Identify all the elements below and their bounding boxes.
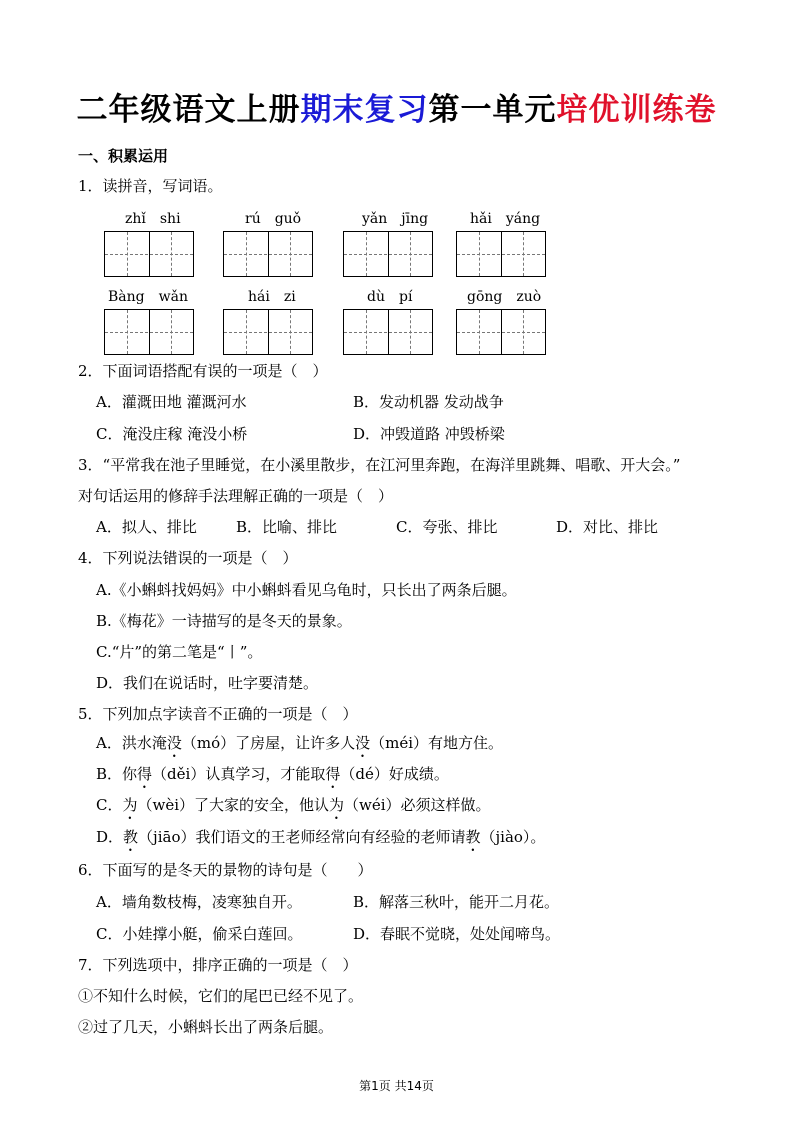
q5-a-post: （méi）有地方住。 [370, 734, 504, 752]
q6-option-d: D．春眠不觉晓，处处闻啼鸟。 [353, 925, 561, 943]
q5-b-mid: （děi）认真学习，才能取 [152, 765, 326, 783]
title-part-3: 第一单元 [428, 92, 557, 128]
q5-a-dotted-2: 没 [355, 734, 371, 752]
q2-option-a: A．灌溉田地 灌溉河水 [96, 393, 247, 411]
q3-option-d: D．对比、排比 [556, 518, 659, 536]
q3-option-a: A．拟人、排比 [96, 518, 197, 536]
writing-grid-7[interactable] [343, 309, 433, 355]
q5-a-mid: （mó）了房屋，让许多人 [181, 734, 356, 752]
writing-grid-1[interactable] [104, 231, 194, 277]
q2-option-c: C．淹没庄稼 淹没小桥 [96, 425, 248, 443]
pinyin-7: dù pí [367, 289, 413, 305]
page-title [0, 84, 793, 129]
writing-grid-6[interactable] [223, 309, 313, 355]
q5-a-pre: A．洪水淹 [96, 734, 167, 752]
pinyin-5: Bàng wǎn [108, 289, 188, 305]
q6-option-b: B．解落三秋叶，能开二月花。 [353, 893, 560, 911]
writing-grid-3[interactable] [343, 231, 433, 277]
q6-option-a: A．墙角数枝梅，凌寒独自开。 [96, 893, 302, 911]
q2-stem: 2．下面词语搭配有误的一项是（ ） [78, 362, 328, 380]
q2-option-d: D．冲毁道路 冲毁桥梁 [353, 425, 505, 443]
q4-stem: 4．下列说法错误的一项是（ ） [78, 549, 298, 567]
q4-option-b: B.《梅花》一诗描写的是冬天的景象。 [96, 612, 352, 630]
q2-option-b: B．发动机器 发动战争 [353, 393, 504, 411]
writing-grid-2[interactable] [223, 231, 313, 277]
q6-option-c: C．小娃撑小艇，偷采白莲回。 [96, 925, 303, 943]
q5-d-post: （jiào）。 [480, 828, 546, 846]
pinyin-4: hǎi yáng [470, 211, 541, 227]
q5-d-mid: （jiāo）我们语文的王老师经常向有经验的老师请 [138, 828, 466, 846]
writing-grid-4[interactable] [456, 231, 546, 277]
q7-stem: 7．下列选项中，排序正确的一项是（ ） [78, 956, 358, 974]
q5-c-dotted-2: 为 [329, 796, 345, 814]
q4-option-d: D．我们在说话时，吐字要清楚。 [96, 674, 319, 692]
q3-option-c: C．夸张、排比 [396, 518, 498, 536]
q5-option-d [96, 828, 545, 855]
q5-a-dotted-1: 没 [166, 734, 182, 752]
q5-d-pre: D． [96, 828, 124, 846]
writing-grid-5[interactable] [104, 309, 194, 355]
q5-c-pre: C． [96, 796, 123, 814]
q3-stem: 3．“平常我在池子里睡觉，在小溪里散步，在江河里奔跑，在海洋里跳舞、唱歌、开大会。” [78, 456, 681, 474]
title-part-1: 二年级语文上册 [76, 92, 301, 128]
pinyin-2: rú guǒ [245, 211, 302, 227]
writing-grid-8[interactable] [456, 309, 546, 355]
q5-d-dotted-1: 教 [123, 828, 139, 846]
q5-b-dotted-1: 得 [137, 765, 153, 783]
pinyin-8: gōng zuò [467, 289, 542, 305]
q5-stem: 5．下列加点字读音不正确的一项是（ ） [78, 705, 358, 723]
q3-stem-2: 对句话运用的修辞手法理解正确的一项是（ ） [78, 487, 394, 505]
q5-c-post: （wéi）必须这样做。 [344, 796, 491, 814]
title-part-2: 期末复习 [300, 92, 429, 128]
q5-option-c [96, 796, 491, 823]
q5-c-dotted-1: 为 [122, 796, 138, 814]
section-heading: 一、积累运用 [78, 147, 169, 165]
q5-option-a [96, 734, 503, 761]
q5-c-mid: （wèi）了大家的安全，他认 [137, 796, 330, 814]
pinyin-3: yǎn jīng [362, 211, 429, 227]
page-footer: 第1页 共14页 [359, 1079, 434, 1093]
q4-option-c: C.“片”的第二笔是“丨”。 [96, 643, 263, 661]
q5-b-dotted-2: 得 [325, 765, 341, 783]
q7-sentence-1: ①不知什么时候，它们的尾巴已经不见了。 [78, 987, 364, 1005]
q6-stem: 6．下面写的是冬天的景物的诗句是（ ） [78, 861, 373, 879]
title-part-4: 培优训练卷 [556, 92, 717, 128]
q3-option-b: B．比喻、排比 [236, 518, 338, 536]
q1-stem: 1．读拼音，写词语。 [78, 177, 223, 195]
pinyin-6: hái zi [248, 289, 296, 305]
q5-b-pre: B．你 [96, 765, 138, 783]
q5-b-post: （dé）好成绩。 [340, 765, 449, 783]
q5-d-dotted-2: 教 [465, 828, 481, 846]
q4-option-a: A.《小蝌蚪找妈妈》中小蝌蚪看见乌龟时，只长出了两条后腿。 [96, 581, 517, 599]
pinyin-1: zhǐ shi [125, 211, 181, 227]
q5-option-b [96, 765, 449, 792]
q7-sentence-2: ②过了几天，小蝌蚪长出了两条后腿。 [78, 1018, 334, 1036]
